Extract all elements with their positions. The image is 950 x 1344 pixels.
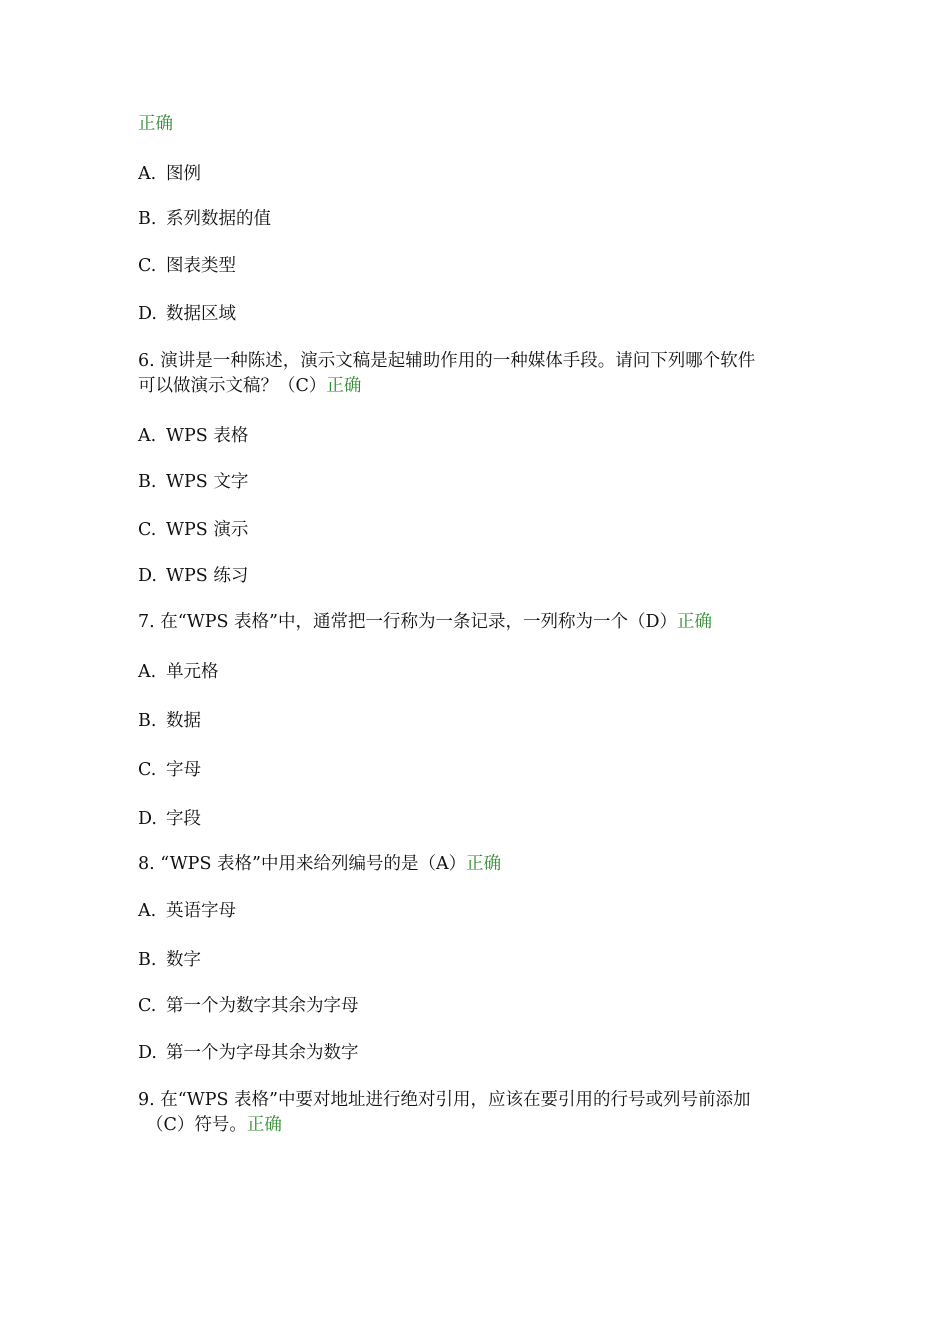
option-a	[138, 899, 828, 924]
option-b	[138, 709, 828, 734]
option-a	[138, 424, 828, 449]
option-letter: D.	[138, 1043, 157, 1063]
answer-status: 正确	[466, 854, 502, 874]
option-text: 英语字母	[166, 901, 236, 921]
option-b	[138, 470, 828, 495]
option-letter: D.	[138, 304, 157, 324]
question-9-line-1: 9. 在“WPS 表格”中要对地址进行绝对引用，应该在要引用的行号或列号前添加	[138, 1090, 751, 1110]
option-text: WPS 练习	[166, 566, 249, 586]
question-9-line-2	[146, 1113, 836, 1138]
answer-status: 正确	[138, 114, 173, 134]
option-c	[138, 254, 828, 279]
option-text: WPS 演示	[166, 520, 249, 540]
question-9-text: （C）符号。	[146, 1115, 247, 1135]
option-text: 单元格	[166, 662, 219, 682]
option-text: 数据区域	[166, 304, 236, 324]
option-text: WPS 文字	[166, 472, 249, 492]
option-d	[138, 807, 828, 832]
option-letter: B.	[138, 711, 157, 731]
option-text: 第一个为数字其余为字母	[166, 996, 359, 1016]
option-letter: D.	[138, 566, 157, 586]
option-letter: B.	[138, 209, 157, 229]
option-letter: A.	[138, 662, 157, 682]
option-a	[138, 162, 828, 187]
option-text: 数字	[166, 950, 201, 970]
option-letter: A.	[138, 426, 157, 446]
option-letter: A.	[138, 901, 157, 921]
question-6-text: 可以做演示文稿？（C）	[138, 376, 327, 396]
option-a	[138, 660, 828, 685]
option-c	[138, 994, 828, 1019]
option-text: 第一个为字母其余为数字	[166, 1043, 359, 1063]
question-6-line-2	[138, 374, 828, 399]
option-text: 系列数据的值	[166, 209, 271, 229]
option-c	[138, 758, 828, 783]
question-8-text: 8. “WPS 表格”中用来给列编号的是（A）	[138, 854, 467, 874]
option-text: 数据	[166, 711, 201, 731]
option-d	[138, 564, 828, 589]
option-letter: D.	[138, 809, 157, 829]
option-letter: C.	[138, 760, 157, 780]
question-6-line-1: 6. 演讲是一种陈述，演示文稿是起辅助作用的一种媒体手段。请问下列哪个软件	[138, 351, 756, 371]
question-7	[138, 610, 828, 635]
option-text: 字段	[166, 809, 201, 829]
option-letter: B.	[138, 950, 157, 970]
option-text: 图例	[166, 164, 201, 184]
option-d	[138, 1041, 828, 1066]
option-d	[138, 302, 828, 327]
option-letter: B.	[138, 472, 157, 492]
answer-status: 正确	[246, 1115, 282, 1135]
answer-status: 正确	[677, 612, 712, 632]
option-c	[138, 518, 828, 543]
option-letter: C.	[138, 256, 157, 276]
option-text: WPS 表格	[166, 426, 249, 446]
question-8	[138, 852, 828, 877]
option-text: 图表类型	[166, 256, 236, 276]
answer-status: 正确	[326, 376, 362, 396]
question-7-text: 7. 在“WPS 表格”中，通常把一行称为一条记录，一列称为一个（D）	[138, 612, 677, 632]
option-letter: C.	[138, 996, 157, 1016]
option-b	[138, 207, 828, 232]
option-letter: C.	[138, 520, 157, 540]
option-letter: A.	[138, 164, 157, 184]
option-b	[138, 948, 828, 973]
option-text: 字母	[166, 760, 201, 780]
